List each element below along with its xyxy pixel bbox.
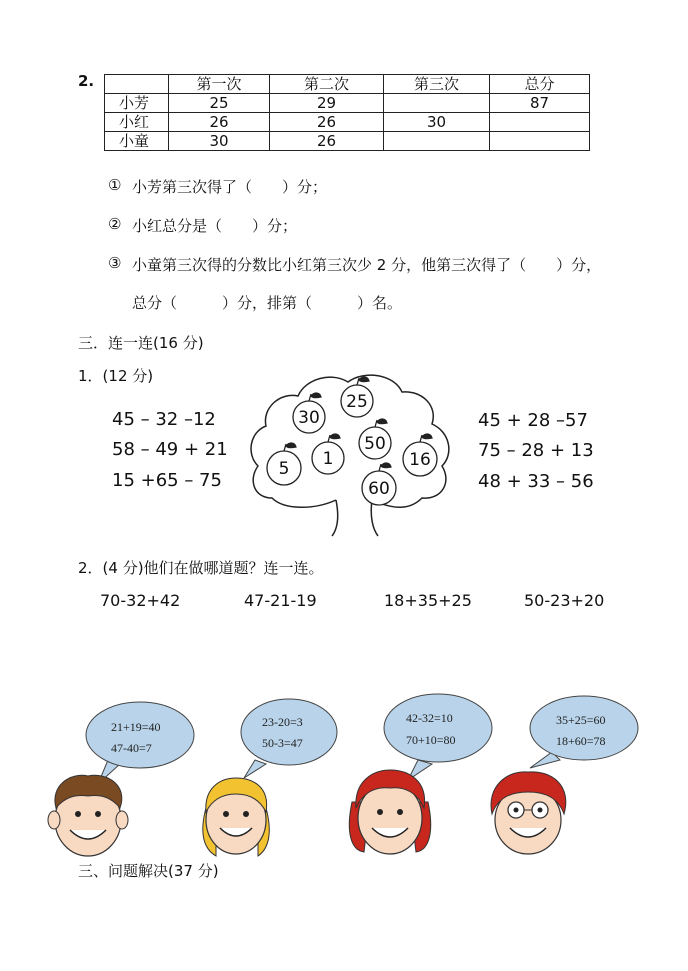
problem-expression[interactable]: 70-32+42	[100, 591, 181, 610]
left-expression[interactable]: 45 – 32 –12	[112, 409, 216, 430]
part1-title: 1．(12 分)	[78, 367, 154, 385]
table-header-cell: 第一次	[169, 75, 270, 94]
apple-number: 1	[322, 449, 334, 469]
question-number: 2.	[78, 72, 95, 90]
table-cell[interactable]	[384, 132, 490, 151]
table-header-cell: 第二次	[270, 75, 384, 94]
question-item-1: 小芳第三次得了（ ）分；	[132, 178, 328, 196]
bubble-equation: 42-32=10	[406, 711, 453, 725]
score-table	[104, 74, 590, 151]
bubble-equation: 35+25=60	[556, 713, 606, 727]
speech-bubble[interactable]	[86, 702, 194, 784]
speech-bubble[interactable]	[241, 699, 337, 778]
section-title: 三．连一连(16 分)	[78, 334, 204, 352]
table-cell-name: 小红	[105, 113, 169, 132]
left-expression[interactable]: 15 +65 – 75	[112, 470, 222, 491]
table-cell: 26	[169, 113, 270, 132]
apple-number: 16	[409, 450, 431, 470]
bubble-equation: 50-3=47	[262, 736, 303, 750]
item-marker-3: ③	[108, 254, 122, 272]
table-header-cell: 总分	[490, 75, 590, 94]
table-cell: 87	[490, 94, 590, 113]
table-cell-name: 小童	[105, 132, 169, 151]
item-marker-2: ②	[108, 215, 122, 233]
apple-number: 30	[298, 408, 320, 428]
table-header-cell: 第三次	[384, 75, 490, 94]
table-cell[interactable]	[384, 94, 490, 113]
girl-face-2	[349, 770, 430, 854]
apple-number: 5	[278, 459, 290, 479]
speech-bubble[interactable]	[530, 696, 638, 768]
table-cell: 26	[270, 113, 384, 132]
table-cell: 30	[384, 113, 490, 132]
problem-expression[interactable]: 47-21-19	[244, 591, 317, 610]
table-row	[105, 113, 590, 132]
girl-face-1	[203, 778, 269, 856]
table-row	[105, 132, 590, 151]
speech-bubble[interactable]	[384, 694, 492, 780]
bubble-equation: 18+60=78	[556, 734, 606, 748]
right-expression[interactable]: 48 + 33 – 56	[478, 471, 594, 492]
question-item-3: 小童第三次得的分数比小红第三次少 2 分，他第三次得了（ ）分，	[132, 256, 602, 274]
section-title-problem-solving: 三、问题解决(37 分)	[78, 862, 219, 880]
item-marker-1: ①	[108, 176, 122, 194]
apple-number: 50	[364, 434, 386, 454]
table-cell: 29	[270, 94, 384, 113]
bubble-equation: 23-20=3	[262, 715, 303, 729]
table-header-cell	[105, 75, 169, 94]
question-item-2: 小红总分是（ ）分；	[132, 217, 298, 235]
boy-face-2	[491, 772, 566, 854]
table-row	[105, 94, 590, 113]
right-expression[interactable]: 45 + 28 –57	[478, 410, 588, 431]
problem-expression[interactable]: 50-23+20	[524, 591, 605, 610]
children-illustration	[40, 690, 660, 865]
apple-tree-illustration	[244, 370, 464, 540]
table-cell-name: 小芳	[105, 94, 169, 113]
left-expression[interactable]: 58 – 49 + 21	[112, 439, 228, 460]
question-item-3-cont: 总分（ ）分，排第（ ）名。	[132, 294, 403, 312]
part2-title: 2．(4 分)他们在做哪道题？连一连。	[78, 559, 324, 577]
table-cell[interactable]	[490, 113, 590, 132]
bubble-equation: 70+10=80	[406, 733, 456, 747]
problem-expression[interactable]: 18+35+25	[384, 591, 472, 610]
right-expression[interactable]: 75 – 28 + 13	[478, 440, 594, 461]
table-cell: 26	[270, 132, 384, 151]
boy-face-1	[48, 775, 128, 856]
table-cell[interactable]	[490, 132, 590, 151]
bubble-equation: 47-40=7	[111, 741, 152, 755]
apple-number: 25	[346, 392, 368, 412]
bubble-equation: 21+19=40	[111, 720, 161, 734]
table-cell: 25	[169, 94, 270, 113]
apple-number: 60	[368, 479, 390, 499]
table-header-row	[105, 75, 590, 94]
table-cell: 30	[169, 132, 270, 151]
